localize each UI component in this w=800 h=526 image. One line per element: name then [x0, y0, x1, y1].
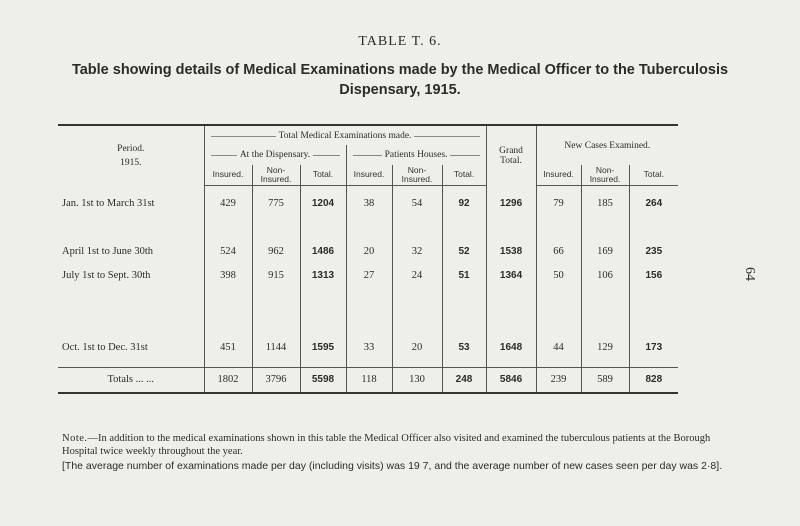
examinations-table [58, 124, 678, 394]
page-number: 64 [742, 267, 757, 281]
col-non-insured: Non-Insured. [392, 165, 442, 185]
period-header: Period. 1915. [58, 125, 204, 185]
table-caption: TABLE T. 6. [358, 34, 442, 49]
table-row: July 1st to Sept. 30th 398 915 1313 27 24 51 1364 50 106 156 [58, 263, 678, 287]
col-total: Total. [629, 165, 678, 185]
col-total: Total. [442, 165, 486, 185]
col-insured: Insured. [346, 165, 392, 185]
col-non-insured: Non-Insured. [252, 165, 300, 185]
table-title: Table showing details of Medical Examinations made by the Medical Officer to the Tuberculosis Dispensary, 1915. [71, 62, 729, 98]
new-cases-header: New Cases Examined. [536, 125, 678, 165]
table-row: Oct. 1st to Dec. 31st 451 1144 1595 33 20 53 1648 44 129 173 [58, 335, 678, 359]
col-insured: Insured. [204, 165, 252, 185]
table-row: Jan. 1st to March 31st 429 775 1204 38 54 92 1296 79 185 264 [58, 185, 678, 221]
houses-header: Patients Houses. [346, 145, 486, 165]
table-row: April 1st to June 30th 524 962 1486 20 32 52 1538 66 169 235 [58, 239, 678, 263]
col-total: Total. [300, 165, 346, 185]
col-insured: Insured. [536, 165, 581, 185]
totals-row: Totals ... ... 1802 3796 5598 118 130 248 5846 239 589 828 [58, 367, 678, 393]
note-label: Note. [62, 433, 88, 444]
total-made-header: Total Medical Examinations made. [204, 125, 486, 145]
note-text: —In addition to the medical examinations shown in this table the Medical Officer also visited and examined the tuberculous patients at the Borough Hospital twice weekly throughout the year. [62, 433, 711, 457]
footnote: [The average number of examinations made per day (including visits) was 19 7, and the average number of new cases seen per day was 2·8]. [62, 460, 723, 472]
grand-total-header: Grand Total. [486, 125, 536, 185]
col-non-insured: Non-Insured. [581, 165, 629, 185]
dispensary-header: At the Dispensary. [204, 145, 346, 165]
note-paragraph [62, 432, 732, 458]
